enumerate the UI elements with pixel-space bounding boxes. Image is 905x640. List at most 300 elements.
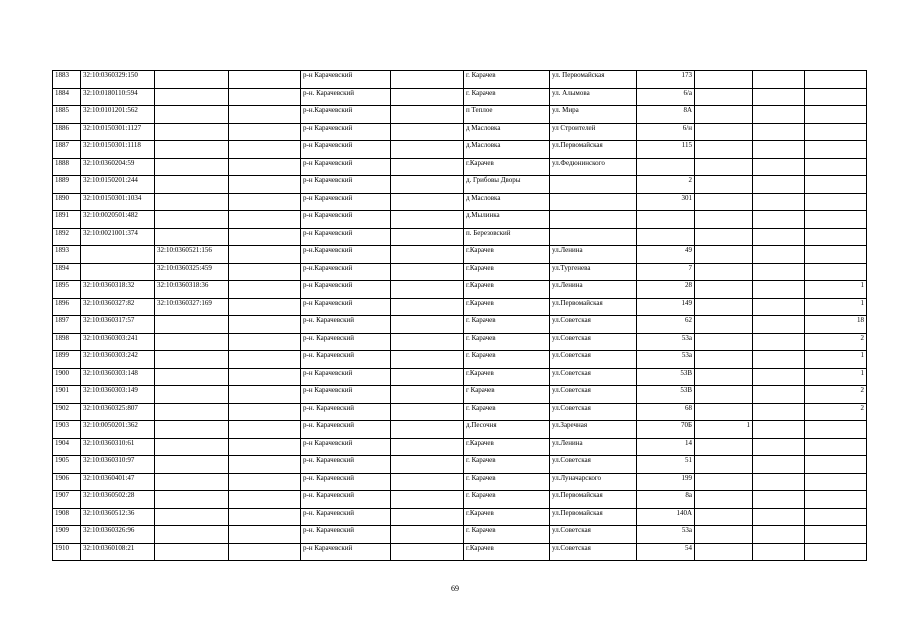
table-row	[53, 473, 867, 491]
building-cell	[695, 158, 753, 176]
settlement-cell: г. Карачев	[464, 456, 550, 474]
district-cell: р-н. Карачевский	[301, 456, 391, 474]
street-cell: ул.Тургенева	[550, 263, 637, 281]
empty-cell	[391, 106, 464, 124]
cadastral-number-cell: 32:10:0360310:61	[81, 438, 155, 456]
apartment-cell	[805, 193, 867, 211]
cadastral-number-cell: 32:10:0360303:149	[81, 386, 155, 404]
empty-cell	[229, 211, 301, 229]
settlement-cell: г Карачев	[464, 386, 550, 404]
settlement-cell: г. Карачев	[464, 88, 550, 106]
empty-cell	[391, 368, 464, 386]
cadastral-number-cell: 32:10:0101201:562	[81, 106, 155, 124]
settlement-cell: г.Карачев	[464, 368, 550, 386]
apartment-cell	[805, 543, 867, 561]
street-cell: ул. Мира	[550, 106, 637, 124]
settlement-cell: г. Карачев	[464, 316, 550, 334]
house-number-cell: 149	[637, 298, 695, 316]
house-number-cell: 49	[637, 246, 695, 264]
empty-cell	[229, 158, 301, 176]
table-row	[53, 508, 867, 526]
empty-cell	[391, 543, 464, 561]
settlement-cell: д Масловка	[464, 123, 550, 141]
street-cell: ул.Луначарского	[550, 473, 637, 491]
building-cell	[695, 491, 753, 509]
building-cell	[695, 246, 753, 264]
building-cell	[695, 211, 753, 229]
related-cadastral-number-cell	[155, 228, 229, 246]
row-number-cell: 1900	[53, 368, 81, 386]
house-number-cell: 68	[637, 403, 695, 421]
cadastral-number-cell: 32:10:0360329:150	[81, 71, 155, 89]
building-cell	[695, 403, 753, 421]
house-number-cell: 54	[637, 543, 695, 561]
empty-cell	[391, 351, 464, 369]
cadastral-number-cell: 32:10:0360318:32	[81, 281, 155, 299]
apartment-cell: 2	[805, 403, 867, 421]
table-row	[53, 421, 867, 439]
table-row	[53, 456, 867, 474]
building-cell: 1	[695, 421, 753, 439]
settlement-cell: г. Карачев	[464, 403, 550, 421]
related-cadastral-number-cell: 32:10:0360521:156	[155, 246, 229, 264]
table-row	[53, 438, 867, 456]
district-cell: р-н Карачевский	[301, 141, 391, 159]
table-body	[53, 71, 867, 561]
apartment-cell	[805, 123, 867, 141]
apartment-cell	[805, 141, 867, 159]
unit-cell	[753, 368, 805, 386]
empty-cell	[391, 88, 464, 106]
district-cell: р-н Карачевский	[301, 228, 391, 246]
district-cell: р-н Карачевский	[301, 71, 391, 89]
district-cell: р-н. Карачевский	[301, 491, 391, 509]
empty-cell	[229, 526, 301, 544]
empty-cell	[391, 438, 464, 456]
settlement-cell: п. Березовский	[464, 228, 550, 246]
district-cell: р-н. Карачевский	[301, 88, 391, 106]
house-number-cell: 53а	[637, 526, 695, 544]
settlement-cell: п Теплое	[464, 106, 550, 124]
related-cadastral-number-cell	[155, 106, 229, 124]
empty-cell	[391, 263, 464, 281]
unit-cell	[753, 473, 805, 491]
house-number-cell	[637, 211, 695, 229]
street-cell: ул.Советская	[550, 543, 637, 561]
unit-cell	[753, 246, 805, 264]
unit-cell	[753, 106, 805, 124]
empty-cell	[391, 193, 464, 211]
building-cell	[695, 88, 753, 106]
street-cell: ул. Первомайская	[550, 71, 637, 89]
unit-cell	[753, 403, 805, 421]
row-number-cell: 1902	[53, 403, 81, 421]
building-cell	[695, 386, 753, 404]
row-number-cell: 1905	[53, 456, 81, 474]
district-cell: р-н Карачевский	[301, 176, 391, 194]
street-cell: ул.Советская	[550, 456, 637, 474]
street-cell	[550, 211, 637, 229]
building-cell	[695, 71, 753, 89]
empty-cell	[229, 298, 301, 316]
empty-cell	[391, 526, 464, 544]
related-cadastral-number-cell	[155, 368, 229, 386]
unit-cell	[753, 508, 805, 526]
settlement-cell: д. Грибовы Дворы	[464, 176, 550, 194]
empty-cell	[229, 193, 301, 211]
row-number-cell: 1897	[53, 316, 81, 334]
cadastral-number-cell: 32:10:0360325:807	[81, 403, 155, 421]
empty-cell	[229, 281, 301, 299]
row-number-cell: 1891	[53, 211, 81, 229]
cadastral-number-cell	[81, 246, 155, 264]
cadastral-number-cell: 32:10:0360326:96	[81, 526, 155, 544]
district-cell: р-н Карачевский	[301, 193, 391, 211]
building-cell	[695, 316, 753, 334]
street-cell: ул.Ленина	[550, 438, 637, 456]
cadastral-number-cell: 32:10:0360204:59	[81, 158, 155, 176]
empty-cell	[229, 141, 301, 159]
street-cell: ул.Федюнинского	[550, 158, 637, 176]
row-number-cell: 1896	[53, 298, 81, 316]
empty-cell	[229, 456, 301, 474]
empty-cell	[229, 386, 301, 404]
empty-cell	[391, 316, 464, 334]
building-cell	[695, 141, 753, 159]
row-number-cell: 1890	[53, 193, 81, 211]
unit-cell	[753, 491, 805, 509]
house-number-cell: 7	[637, 263, 695, 281]
cadastral-number-cell: 32:10:0360512:36	[81, 508, 155, 526]
settlement-cell: г. Карачев	[464, 351, 550, 369]
table-row	[53, 193, 867, 211]
district-cell: р-н. Карачевский	[301, 316, 391, 334]
row-number-cell: 1908	[53, 508, 81, 526]
building-cell	[695, 333, 753, 351]
settlement-cell: д.Масловка	[464, 141, 550, 159]
house-number-cell: 6/н	[637, 123, 695, 141]
house-number-cell: 140А	[637, 508, 695, 526]
cadastral-number-cell	[81, 263, 155, 281]
table-row	[53, 351, 867, 369]
unit-cell	[753, 193, 805, 211]
table-row	[53, 386, 867, 404]
street-cell	[550, 193, 637, 211]
unit-cell	[753, 456, 805, 474]
related-cadastral-number-cell	[155, 123, 229, 141]
settlement-cell: д.Мылинка	[464, 211, 550, 229]
unit-cell	[753, 263, 805, 281]
empty-cell	[391, 123, 464, 141]
apartment-cell: 1	[805, 281, 867, 299]
district-cell: р-н. Карачевский	[301, 473, 391, 491]
empty-cell	[391, 403, 464, 421]
related-cadastral-number-cell	[155, 193, 229, 211]
apartment-cell	[805, 491, 867, 509]
street-cell: ул.Советская	[550, 386, 637, 404]
unit-cell	[753, 421, 805, 439]
cadastral-number-cell: 32:10:0150301:1127	[81, 123, 155, 141]
apartment-cell	[805, 158, 867, 176]
house-number-cell: 8А	[637, 106, 695, 124]
related-cadastral-number-cell	[155, 491, 229, 509]
apartment-cell: 2	[805, 386, 867, 404]
related-cadastral-number-cell: 32:10:0360318:36	[155, 281, 229, 299]
related-cadastral-number-cell	[155, 211, 229, 229]
apartment-cell: 1	[805, 351, 867, 369]
empty-cell	[229, 176, 301, 194]
row-number-cell: 1893	[53, 246, 81, 264]
unit-cell	[753, 71, 805, 89]
apartment-cell	[805, 246, 867, 264]
district-cell: р-н. Карачевский	[301, 351, 391, 369]
related-cadastral-number-cell	[155, 176, 229, 194]
unit-cell	[753, 228, 805, 246]
house-number-cell: 53В	[637, 368, 695, 386]
district-cell: р-н.Карачевский	[301, 106, 391, 124]
building-cell	[695, 526, 753, 544]
apartment-cell: 18	[805, 316, 867, 334]
building-cell	[695, 368, 753, 386]
related-cadastral-number-cell	[155, 403, 229, 421]
empty-cell	[391, 71, 464, 89]
table-row	[53, 333, 867, 351]
district-cell: р-н Карачевский	[301, 123, 391, 141]
cadastral-number-cell: 32:10:0180110:594	[81, 88, 155, 106]
house-number-cell: 115	[637, 141, 695, 159]
unit-cell	[753, 386, 805, 404]
empty-cell	[229, 421, 301, 439]
related-cadastral-number-cell	[155, 351, 229, 369]
empty-cell	[229, 403, 301, 421]
table-row	[53, 228, 867, 246]
apartment-cell	[805, 456, 867, 474]
building-cell	[695, 456, 753, 474]
related-cadastral-number-cell	[155, 316, 229, 334]
district-cell: р-н.Карачевский	[301, 246, 391, 264]
row-number-cell: 1903	[53, 421, 81, 439]
settlement-cell: г.Карачев	[464, 298, 550, 316]
empty-cell	[229, 543, 301, 561]
district-cell: р-н Карачевский	[301, 386, 391, 404]
apartment-cell	[805, 211, 867, 229]
apartment-cell: 1	[805, 368, 867, 386]
street-cell: ул.Первомайская	[550, 141, 637, 159]
street-cell: ул.Первомайская	[550, 491, 637, 509]
unit-cell	[753, 351, 805, 369]
apartment-cell	[805, 176, 867, 194]
cadastral-number-cell: 32:10:0021001:374	[81, 228, 155, 246]
related-cadastral-number-cell	[155, 526, 229, 544]
unit-cell	[753, 158, 805, 176]
house-number-cell: 53В	[637, 386, 695, 404]
building-cell	[695, 176, 753, 194]
district-cell: р-н Карачевский	[301, 281, 391, 299]
table-row	[53, 298, 867, 316]
unit-cell	[753, 123, 805, 141]
street-cell: ул.Советская	[550, 333, 637, 351]
settlement-cell: г.Карачев	[464, 438, 550, 456]
unit-cell	[753, 176, 805, 194]
street-cell: ул.Советская	[550, 368, 637, 386]
house-number-cell: 70Б	[637, 421, 695, 439]
table-row	[53, 368, 867, 386]
empty-cell	[229, 491, 301, 509]
cadastral-number-cell: 32:10:0360317:57	[81, 316, 155, 334]
house-number-cell: 2	[637, 176, 695, 194]
building-cell	[695, 193, 753, 211]
building-cell	[695, 228, 753, 246]
related-cadastral-number-cell	[155, 158, 229, 176]
building-cell	[695, 281, 753, 299]
building-cell	[695, 543, 753, 561]
related-cadastral-number-cell	[155, 421, 229, 439]
house-number-cell: 62	[637, 316, 695, 334]
related-cadastral-number-cell: 32:10:0360327:169	[155, 298, 229, 316]
building-cell	[695, 351, 753, 369]
related-cadastral-number-cell	[155, 88, 229, 106]
empty-cell	[391, 228, 464, 246]
table-row	[53, 71, 867, 89]
row-number-cell: 1895	[53, 281, 81, 299]
row-number-cell: 1899	[53, 351, 81, 369]
registry-table-container	[52, 70, 866, 561]
unit-cell	[753, 281, 805, 299]
row-number-cell: 1887	[53, 141, 81, 159]
house-number-cell: 8а	[637, 491, 695, 509]
unit-cell	[753, 141, 805, 159]
street-cell: ул. Алымова	[550, 88, 637, 106]
cadastral-number-cell: 32:10:0360303:241	[81, 333, 155, 351]
empty-cell	[229, 228, 301, 246]
table-row	[53, 281, 867, 299]
registry-table	[52, 70, 867, 561]
related-cadastral-number-cell	[155, 473, 229, 491]
building-cell	[695, 508, 753, 526]
empty-cell	[229, 508, 301, 526]
empty-cell	[229, 368, 301, 386]
row-number-cell: 1906	[53, 473, 81, 491]
related-cadastral-number-cell	[155, 386, 229, 404]
related-cadastral-number-cell	[155, 141, 229, 159]
related-cadastral-number-cell	[155, 508, 229, 526]
street-cell: ул.Ленина	[550, 281, 637, 299]
street-cell: ул.Первомайская	[550, 508, 637, 526]
building-cell	[695, 298, 753, 316]
empty-cell	[229, 438, 301, 456]
cadastral-number-cell: 32:10:0360303:242	[81, 351, 155, 369]
table-row	[53, 403, 867, 421]
empty-cell	[229, 263, 301, 281]
house-number-cell: 301	[637, 193, 695, 211]
house-number-cell: 53а	[637, 333, 695, 351]
empty-cell	[391, 473, 464, 491]
row-number-cell: 1892	[53, 228, 81, 246]
empty-cell	[391, 176, 464, 194]
row-number-cell: 1901	[53, 386, 81, 404]
settlement-cell: г. Карачев	[464, 526, 550, 544]
building-cell	[695, 123, 753, 141]
empty-cell	[229, 351, 301, 369]
house-number-cell: 53а	[637, 351, 695, 369]
empty-cell	[391, 508, 464, 526]
street-cell	[550, 176, 637, 194]
house-number-cell	[637, 158, 695, 176]
settlement-cell: д.Песочня	[464, 421, 550, 439]
apartment-cell	[805, 508, 867, 526]
table-row	[53, 176, 867, 194]
district-cell: р-н Карачевский	[301, 298, 391, 316]
empty-cell	[229, 246, 301, 264]
settlement-cell: г. Карачев	[464, 71, 550, 89]
settlement-cell: г.Карачев	[464, 158, 550, 176]
settlement-cell: г. Карачев	[464, 333, 550, 351]
empty-cell	[391, 386, 464, 404]
empty-cell	[229, 473, 301, 491]
street-cell: ул.Советская	[550, 526, 637, 544]
related-cadastral-number-cell	[155, 543, 229, 561]
street-cell: ул.Первомайская	[550, 298, 637, 316]
empty-cell	[391, 456, 464, 474]
cadastral-number-cell: 32:10:0150301:1034	[81, 193, 155, 211]
empty-cell	[229, 333, 301, 351]
table-row	[53, 106, 867, 124]
apartment-cell	[805, 473, 867, 491]
building-cell	[695, 438, 753, 456]
unit-cell	[753, 88, 805, 106]
row-number-cell: 1885	[53, 106, 81, 124]
house-number-cell: 14	[637, 438, 695, 456]
street-cell: ул.Советская	[550, 316, 637, 334]
table-row	[53, 263, 867, 281]
cadastral-number-cell: 32:10:0360502:28	[81, 491, 155, 509]
row-number-cell: 1894	[53, 263, 81, 281]
house-number-cell: 173	[637, 71, 695, 89]
house-number-cell: 51	[637, 456, 695, 474]
row-number-cell: 1889	[53, 176, 81, 194]
house-number-cell: 28	[637, 281, 695, 299]
cadastral-number-cell: 32:10:0020501:482	[81, 211, 155, 229]
empty-cell	[229, 316, 301, 334]
settlement-cell: г.Карачев	[464, 508, 550, 526]
cadastral-number-cell: 32:10:0360310:97	[81, 456, 155, 474]
table-row	[53, 123, 867, 141]
table-row	[53, 491, 867, 509]
district-cell: р-н Карачевский	[301, 438, 391, 456]
table-row	[53, 211, 867, 229]
apartment-cell: 1	[805, 298, 867, 316]
row-number-cell: 1888	[53, 158, 81, 176]
apartment-cell	[805, 228, 867, 246]
empty-cell	[229, 71, 301, 89]
apartment-cell	[805, 421, 867, 439]
empty-cell	[391, 281, 464, 299]
unit-cell	[753, 526, 805, 544]
empty-cell	[229, 123, 301, 141]
row-number-cell: 1910	[53, 543, 81, 561]
page-number: 69	[451, 584, 459, 593]
empty-cell	[391, 246, 464, 264]
cadastral-number-cell: 32:10:0360401:47	[81, 473, 155, 491]
apartment-cell	[805, 106, 867, 124]
street-cell	[550, 228, 637, 246]
cadastral-number-cell: 32:10:0050201:362	[81, 421, 155, 439]
street-cell: ул.Советская	[550, 403, 637, 421]
table-row	[53, 526, 867, 544]
row-number-cell: 1907	[53, 491, 81, 509]
district-cell: р-н. Карачевский	[301, 333, 391, 351]
empty-cell	[391, 141, 464, 159]
